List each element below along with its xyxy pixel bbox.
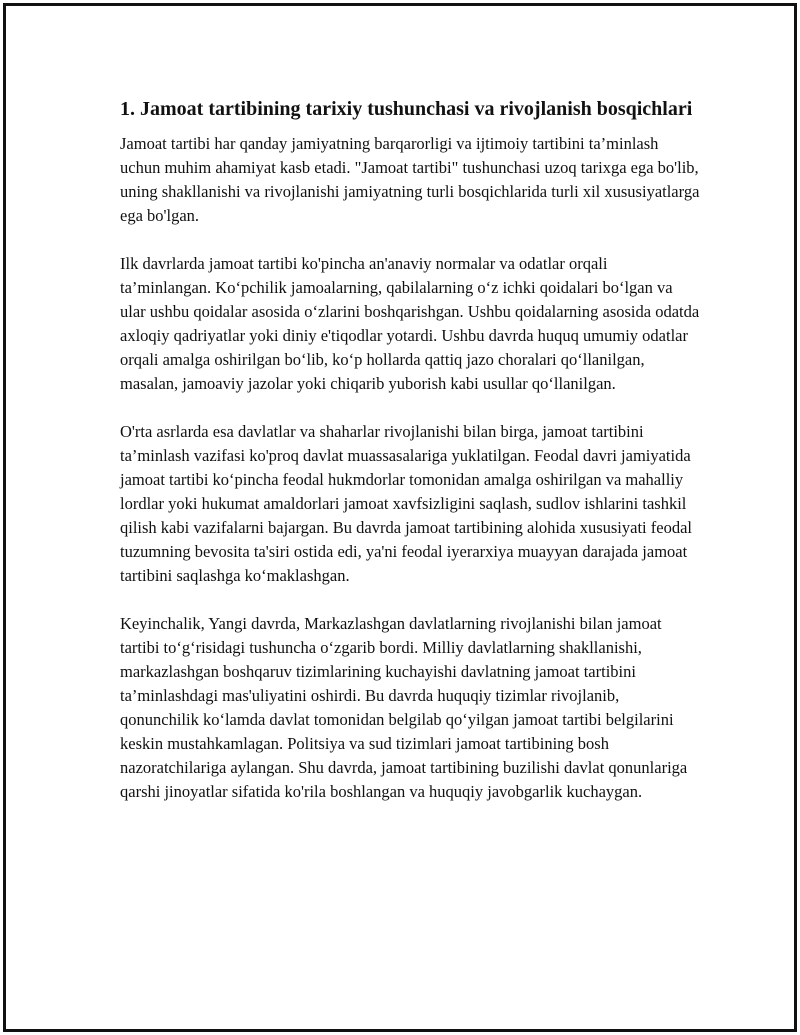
paragraph-modern-period: Keyinchalik, Yangi davrda, Markazlashgan davlatlarning rivojlanishi bilan jamoat tartibi to‘g‘risidagi tushuncha o‘zgarib bordi. Milliy davlatlarning shakllanishi, markazlashgan boshqaruv tizimlarining kuchayishi davlatning jamoat tartibini ta’minlashdagi mas'uliyatini oshirdi. Bu davrda huquqiy tizimlar rivojlanib, qonunchilik ko‘lamda davlat tomonidan belgilab qo‘yilgan jamoat tartibi belgilarini keskin mustahkamlagan. Politsiya va sud tizimlari jamoat tartibining bosh nazoratchilariga aylangan. Shu davrda, jamoat tartibining buzilishi davlat qonunlariga qarshi jinoyatlar sifatida ko'rila boshlangan va huquqiy javobgarlik kuchaygan. <box>120 614 688 801</box>
paragraph-early-period: Ilk davrlarda jamoat tartibi ko'pincha an'anaviy normalar va odatlar orqali ta’minlangan. Ko‘pchilik jamoalarning, qabilalarning o‘z ichki qoidalari bo‘lgan va ular ushbu qoidalar asosida o‘zlarini boshqarishgan. Ushbu qoidalarning asosida odatda axloqiy qadriyatlar yoki diniy e'tiqodlar yotardi. Ushbu davrda huquq umumiy odatlar orqali amalga oshirilgan bo‘lib, ko‘p hollarda qattiq jazo choralari qo‘llanilgan, masalan, jamoaviy jazolar yoki chiqarib yuborish kabi usullar qo‘llanilgan. <box>120 254 700 393</box>
page-frame <box>3 3 797 1032</box>
document-body <box>120 96 700 828</box>
paragraph-middle-ages: O'rta asrlarda esa davlatlar va shaharlar rivojlanishi bilan birga, jamoat tartibini ta’minlash vazifasi ko'proq davlat muassasalariga yuklatilgan. Feodal davri jamiyatida jamoat tartibi ko‘pincha feodal hukmdorlar tomonidan amalga oshirilgan va mahalliy lordlar yoki hukumat amaldorlari jamoat xavfsizligini saqlash, sudlov ishlarini tashkil qilish kabi vazifalarni bajargan. Bu davrda jamoat tartibining alohida xususiyati feodal tuzumning bevosita ta'siri ostida edi, ya'ni feodal iyerarxiya muayyan darajada jamoat tartibini saqlashga ko‘maklashgan. <box>120 422 692 585</box>
paragraph-intro: Jamoat tartibi har qanday jamiyatning barqarorligi va ijtimoiy tartibini ta’minlash uchun muhim ahamiyat kasb etadi. "Jamoat tartibi" tushunchasi uzoq tarixga ega bo'lib, uning shakllanishi va rivojlanishi jamiyatning turli bosqichlarida turli xil xususiyatlarga ega bo'lgan. <box>120 134 700 225</box>
section-heading: 1. Jamoat tartibining tarixiy tushunchasi va rivojlanish bosqichlari <box>120 98 693 120</box>
